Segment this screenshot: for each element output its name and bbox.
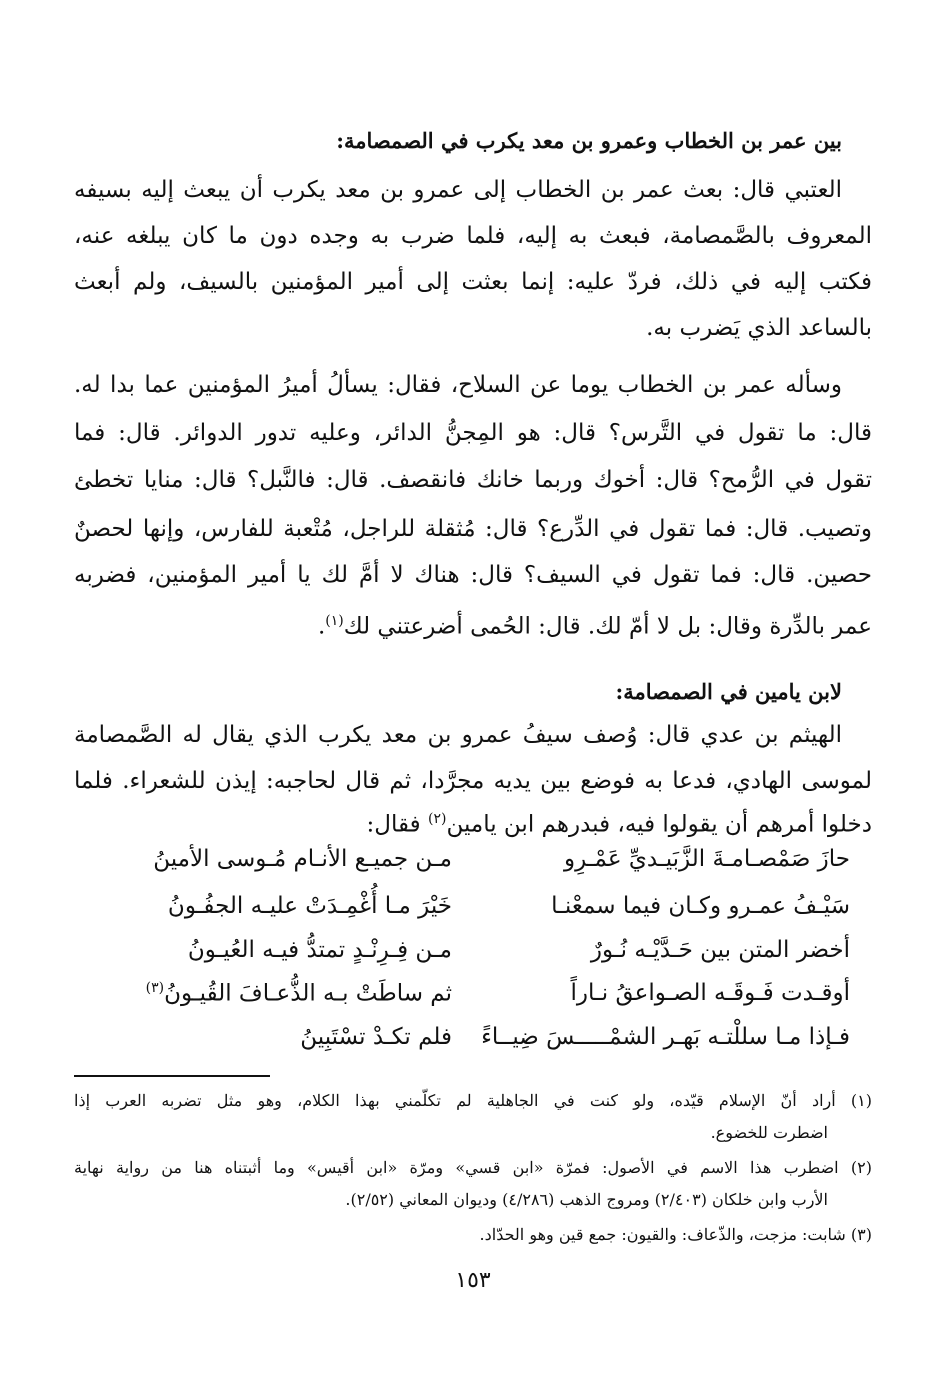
footnote-rule: [74, 1075, 270, 1077]
footnote-line: الأرب وابن خلكان (٢/٤٠٣) ومروج الذهب (٤/٢٨٦) وديوان المعاني (٢/٥٢).: [345, 1190, 828, 1209]
paragraph-line: وسأله عمر بن الخطاب يوما عن السلاح، فقال: يسألُ أميرُ المؤمنين عما بدا له.: [74, 372, 842, 398]
footnote-marker: (٢): [427, 811, 447, 827]
footnote-line: اضطرت للخضوع.: [710, 1123, 828, 1142]
footnote-number: (٣): [850, 1225, 872, 1244]
verse-first-hemistich: سَيْـفُ عمـرو وكـان فيما سمعْنـا: [551, 893, 850, 919]
verse-first-hemistich: فـإذا مـا سللْتـه بَهـر الشمْـــــسَ ضِيــاءً: [481, 1024, 850, 1050]
paragraph-line: [74, 804, 872, 840]
paragraph-line: وتصيب. قال: فما تقول في الدِّرع؟ قال: مُثقلة للراجل، مُتْعبة للفارس، وإنها لحصنٌ: [74, 516, 872, 542]
paragraph-line: [74, 606, 872, 642]
footnote-marker: (٣): [145, 980, 165, 996]
paragraph-line: تقول في الرُّمح؟ قال: أخوك وربما خانك فانقصف. قال: فالنَّبل؟ قال: منايا تخطئ: [74, 467, 872, 493]
paragraph-text: عمر بالدِّرة وقال: بل لا أمّ لك. قال: الحُمى أضرعتني لك: [343, 613, 872, 640]
footnote-number: (٢): [850, 1158, 872, 1177]
verse-first-hemistich: أخضر المتن بين حَـدَّيْـه نُـورٌ: [590, 937, 850, 963]
paragraph-text: دخلوا أمرهم أن يقولوا فيه، فبدرهم ابن يامين: [446, 811, 872, 838]
section-heading: لابن يامين في الصمصامة:: [615, 679, 842, 704]
page-number: ١٥٣: [455, 1268, 491, 1293]
verse-second-hemistich: فلم تكـدْ تسْتَبِينُ: [300, 1024, 452, 1050]
paragraph-line: المعروف بالصَّمصامة، فبعث به إليه، فلما ضرب به وجده دون ما كان يبلغه عنه،: [74, 223, 872, 249]
footnote-line: [74, 1090, 872, 1112]
verse-second-hemistich: [146, 980, 452, 1007]
footnote-text: اضطرب هذا الاسم في الأصول: فمرّة «ابن قسي» ومرّة «ابن أقيس» وما أثبتناه هنا من رواية نهاية: [74, 1158, 839, 1177]
paragraph-line: العتبي قال: بعث عمر بن الخطاب إلى عمرو بن معد يكرب أن يبعث إليه بسيفه: [74, 177, 842, 203]
paragraph-text: فقال:: [366, 811, 428, 838]
paragraph-text: .: [317, 613, 326, 640]
section-heading: بين عمر بن الخطاب وعمرو بن معد يكرب في الصمصامة:: [336, 128, 842, 153]
verse-first-hemistich: أوقـدت فَـوقَـه الصـواعقُ نـاراً: [570, 980, 850, 1006]
verse-second-hemistich: مـن فِـرِنْـدٍ تمتدُّ فيـه العُيـونُ: [187, 937, 452, 963]
footnote-line: [74, 1224, 872, 1246]
paragraph-line: حصين. قال: فما تقول في السيف؟ قال: هناك لا أمَّ لك يا أمير المؤمنين، فضربه: [74, 562, 872, 588]
paragraph-line: قال: ما تقول في التَّرس؟ قال: هو المِجنُّ الدائر، وعليه تدور الدوائر. قال: فما: [74, 420, 872, 446]
paragraph-line: فكتب إليه في ذلك، فردّ عليه: إنما بعثت إلى أمير المؤمنين بالسيف، ولم أبعث: [74, 269, 872, 295]
paragraph-line: الهيثم بن عدي قال: وُصف سيفُ عمرو بن معد يكرب الذي يقال له الصَّمصامة: [74, 722, 842, 748]
footnote-text: أراد أنّ الإسلام قيّده، ولو كنت في الجاهلية لم تكلّمني بهذا الكلام، وهو مثل تضربه العرب إذا: [74, 1091, 836, 1110]
footnote-marker: (١): [325, 613, 344, 629]
verse-text: ثم ساطَتْ بـه الذُّعـافَ القُيـونُ: [164, 980, 452, 1007]
footnote-text: شابت: مزجت، والذّعاف: والقيون: جمع قين وهو الحدّاد.: [479, 1225, 846, 1244]
paragraph-line: لموسى الهادي، فدعا به فوضع بين يديه مجرَّدا، ثم قال لحاجبه: إيذن للشعراء. فلما: [74, 768, 872, 794]
footnote-number: (١): [850, 1091, 872, 1110]
verse-second-hemistich: خَيْرَ مـا أُغْمِـدَتْ عليـه الجفُـونُ: [167, 893, 452, 919]
footnote-line: [74, 1157, 872, 1179]
paragraph-line: بالساعد الذي يَضرب به.: [646, 315, 872, 341]
verse-first-hemistich: حازَ صَمْصـامـةَ الزَّبَيـديِّ عَمْـرِو: [564, 846, 850, 872]
verse-second-hemistich: مـن جميـع الأنـام مُـوسى الأمينُ: [153, 846, 452, 872]
